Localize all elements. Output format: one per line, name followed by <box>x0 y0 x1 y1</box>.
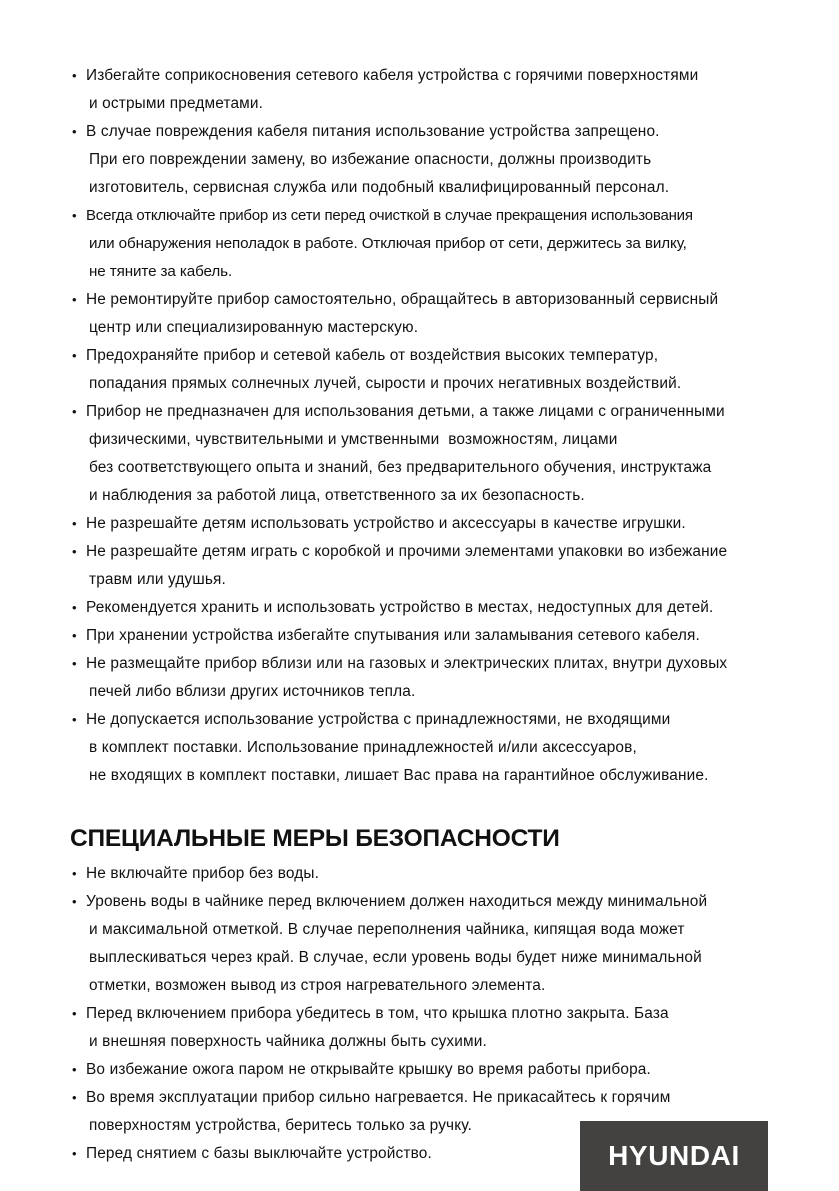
list-item-text: • Перед снятием с базы выключайте устройство. <box>70 1140 776 1168</box>
list-item-text: • Предохраняйте прибор и сетевой кабель от воздействия высоких температур, <box>70 342 776 370</box>
list-item <box>70 286 776 342</box>
list-item-continuation: или обнаружения неполадок в работе. Отключая прибор от сети, держитесь за вилку, <box>89 235 687 252</box>
list-item <box>70 622 776 650</box>
list-item-continuation: травм или удушья. <box>89 571 226 588</box>
list-item-continuation: не входящих в комплект поставки, лишает Вас права на гарантийное обслуживание. <box>89 767 709 784</box>
list-item-continuation: При его повреждении замену, во избежание опасности, должны производить <box>89 151 652 168</box>
list-item-continuation: и максимальной отметкой. В случае переполнения чайника, кипящая вода может <box>89 921 685 938</box>
list-item-continuation: выплескиваться через край. В случае, если уровень воды будет ниже минимальной <box>89 949 702 966</box>
heading-spacer <box>70 790 776 824</box>
list-item <box>70 202 776 286</box>
list-item <box>70 538 776 594</box>
list-item <box>70 118 776 202</box>
brand-name-text: HYUNDAI <box>608 1140 740 1171</box>
page-title: СПЕЦИАЛЬНЫЕ МЕРЫ БЕЗОПАСНОСТИ <box>70 825 560 852</box>
list-item-continuation: и внешняя поверхность чайника должны быть сухими. <box>89 1033 487 1050</box>
list-item <box>70 342 776 398</box>
list-item-text: • Не разрешайте детям использовать устройство и аксессуары в качестве игрушки. <box>70 510 776 538</box>
list-item-text: • Не размещайте прибор вблизи или на газовых и электрических плитах, внутри духовых <box>70 650 776 678</box>
list-item-text: • Не включайте прибор без воды. <box>70 860 776 888</box>
list-item-text: • Не ремонтируйте прибор самостоятельно, обращайтесь в авторизованный сервисный <box>70 286 776 314</box>
list-item-text: • Перед включением прибора убедитесь в том, что крышка плотно закрыта. База <box>70 1000 776 1028</box>
list-item-text: • При хранении устройства избегайте спутывания или заламывания сетевого кабеля. <box>70 622 776 650</box>
list-item <box>70 62 776 118</box>
list-item-continuation: и наблюдения за работой лица, ответственного за их безопасность. <box>89 487 585 504</box>
list-item-continuation: печей либо вблизи других источников тепла. <box>89 683 416 700</box>
list-item-continuation: попадания прямых солнечных лучей, сырости и прочих негативных воздействий. <box>89 375 682 392</box>
list-item <box>70 860 776 888</box>
list-item-text: • Прибор не предназначен для использования детьми, а также лицами с ограниченными <box>70 398 776 426</box>
list-item-continuation: физическими, чувствительными и умственными возможностям, лицами <box>89 431 618 448</box>
list-item-text: • Избегайте соприкосновения сетевого кабеля устройства с горячими поверхностями <box>70 62 776 90</box>
list-item-continuation: изготовитель, сервисная служба или подобный квалифицированный персонал. <box>89 179 670 196</box>
list-item-continuation: поверхностям устройства, беритесь только за ручку. <box>89 1117 473 1134</box>
hyundai-brand-logo <box>580 1121 768 1191</box>
list-item-text: • Не допускается использование устройства с принадлежностями, не входящими <box>70 706 776 734</box>
list-item-continuation: центр или специализированную мастерскую. <box>89 319 419 336</box>
list-item <box>70 1000 776 1056</box>
list-item <box>70 1056 776 1084</box>
list-item-text: • Во время эксплуатации прибор сильно нагревается. Не прикасайтесь к горячим <box>70 1084 776 1112</box>
list-item-text: • Всегда отключайте прибор из сети перед очисткой в случае прекращения использования <box>70 202 776 230</box>
list-item-continuation: в комплект поставки. Использование принадлежностей и/или аксессуаров, <box>89 739 637 756</box>
list-item-text: • Не разрешайте детям играть с коробкой и прочими элементами упаковки во избежание <box>70 538 776 566</box>
list-item-continuation: отметки, возможен вывод из строя нагревательного элемента. <box>89 977 546 994</box>
list-item <box>70 594 776 622</box>
list-item <box>70 706 776 790</box>
list-item <box>70 650 776 706</box>
list-item-continuation: без соответствующего опыта и знаний, без предварительного обучения, инструктажа <box>89 459 712 476</box>
document-body <box>70 62 776 1171</box>
general-safety-bullet-list <box>70 62 776 790</box>
list-item-text: • Во избежание ожога паром не открывайте крышку во время работы прибора. <box>70 1056 776 1084</box>
list-item <box>70 888 776 1000</box>
list-item-text: • В случае повреждения кабеля питания использование устройства запрещено. <box>70 118 776 146</box>
list-item-text: • Уровень воды в чайнике перед включением должен находиться между минимальной <box>70 888 776 916</box>
list-item <box>70 398 776 510</box>
list-item-continuation: не тяните за кабель. <box>89 263 233 280</box>
list-item-continuation: и острыми предметами. <box>89 95 264 112</box>
list-item <box>70 510 776 538</box>
list-item-text: • Рекомендуется хранить и использовать устройство в местах, недоступных для детей. <box>70 594 776 622</box>
